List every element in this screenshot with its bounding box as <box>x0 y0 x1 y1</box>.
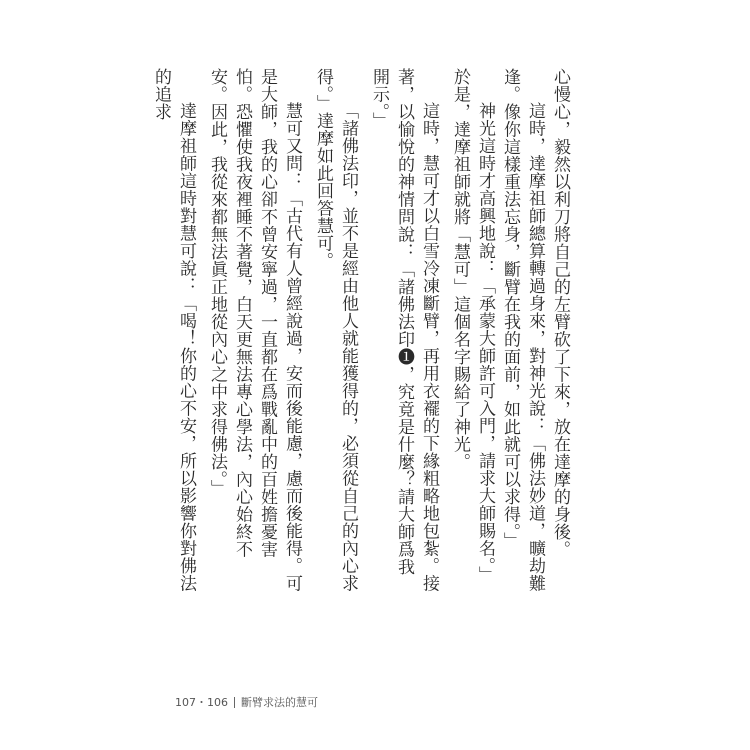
vertical-text-body <box>142 68 572 592</box>
page-numbers: 107・106 <box>175 696 228 709</box>
paragraph-continuation: 心慢心，毅然以利刀將自己的左臂砍了下來，放在達摩的身後。 <box>550 68 570 558</box>
page-footer <box>175 694 318 710</box>
paragraph-bodhidharma-answers: 「諸佛法印，並不是經由他人就能獲得的，必須從自己的內心求得。」達摩如此回答慧可。 <box>313 68 358 592</box>
paragraph-bodhidharma-turns: 這時，達摩祖師總算轉過身來，對神光說：「佛法妙道，曠劫難逢。像你這樣重法忘身，斷臂在我的面前，如此就可以求得。」 <box>500 68 545 592</box>
paragraph-huike-asks: 這時，慧可才以白雪冷凍斷臂，再用衣襬的下緣粗略地包紮。接著，以愉悅的神情問說：「諸佛法印❶，究竟是什麼？請大師爲我開示。」 <box>369 68 439 592</box>
footer-divider <box>234 697 235 708</box>
paragraph-bodhidharma-reply: 達摩祖師這時對慧可說：「喝！你的心不安，所以影響你對佛法的追求 <box>151 68 196 592</box>
paragraph-shenguang-named: 神光這時才高興地說：「承蒙大師許可入門，請求大師賜名。」於是，達摩祖師就將「慧可」這個名字賜給了神光。 <box>450 68 495 584</box>
paragraph-huike-troubled: 慧可又問：「古代有人曾經說過，安而後能慮，慮而後能得。可是大師，我的心卻不曾安寧過，一直都在爲戰亂中的百姓擔憂害怕。恐懼使我夜裡睡不著覺，白天更無法專心學法，內心始終不安。因此，我從來都無法眞正地從內心之中求得佛法。」 <box>207 68 302 592</box>
chapter-title: 斷臂求法的慧可 <box>241 696 318 709</box>
